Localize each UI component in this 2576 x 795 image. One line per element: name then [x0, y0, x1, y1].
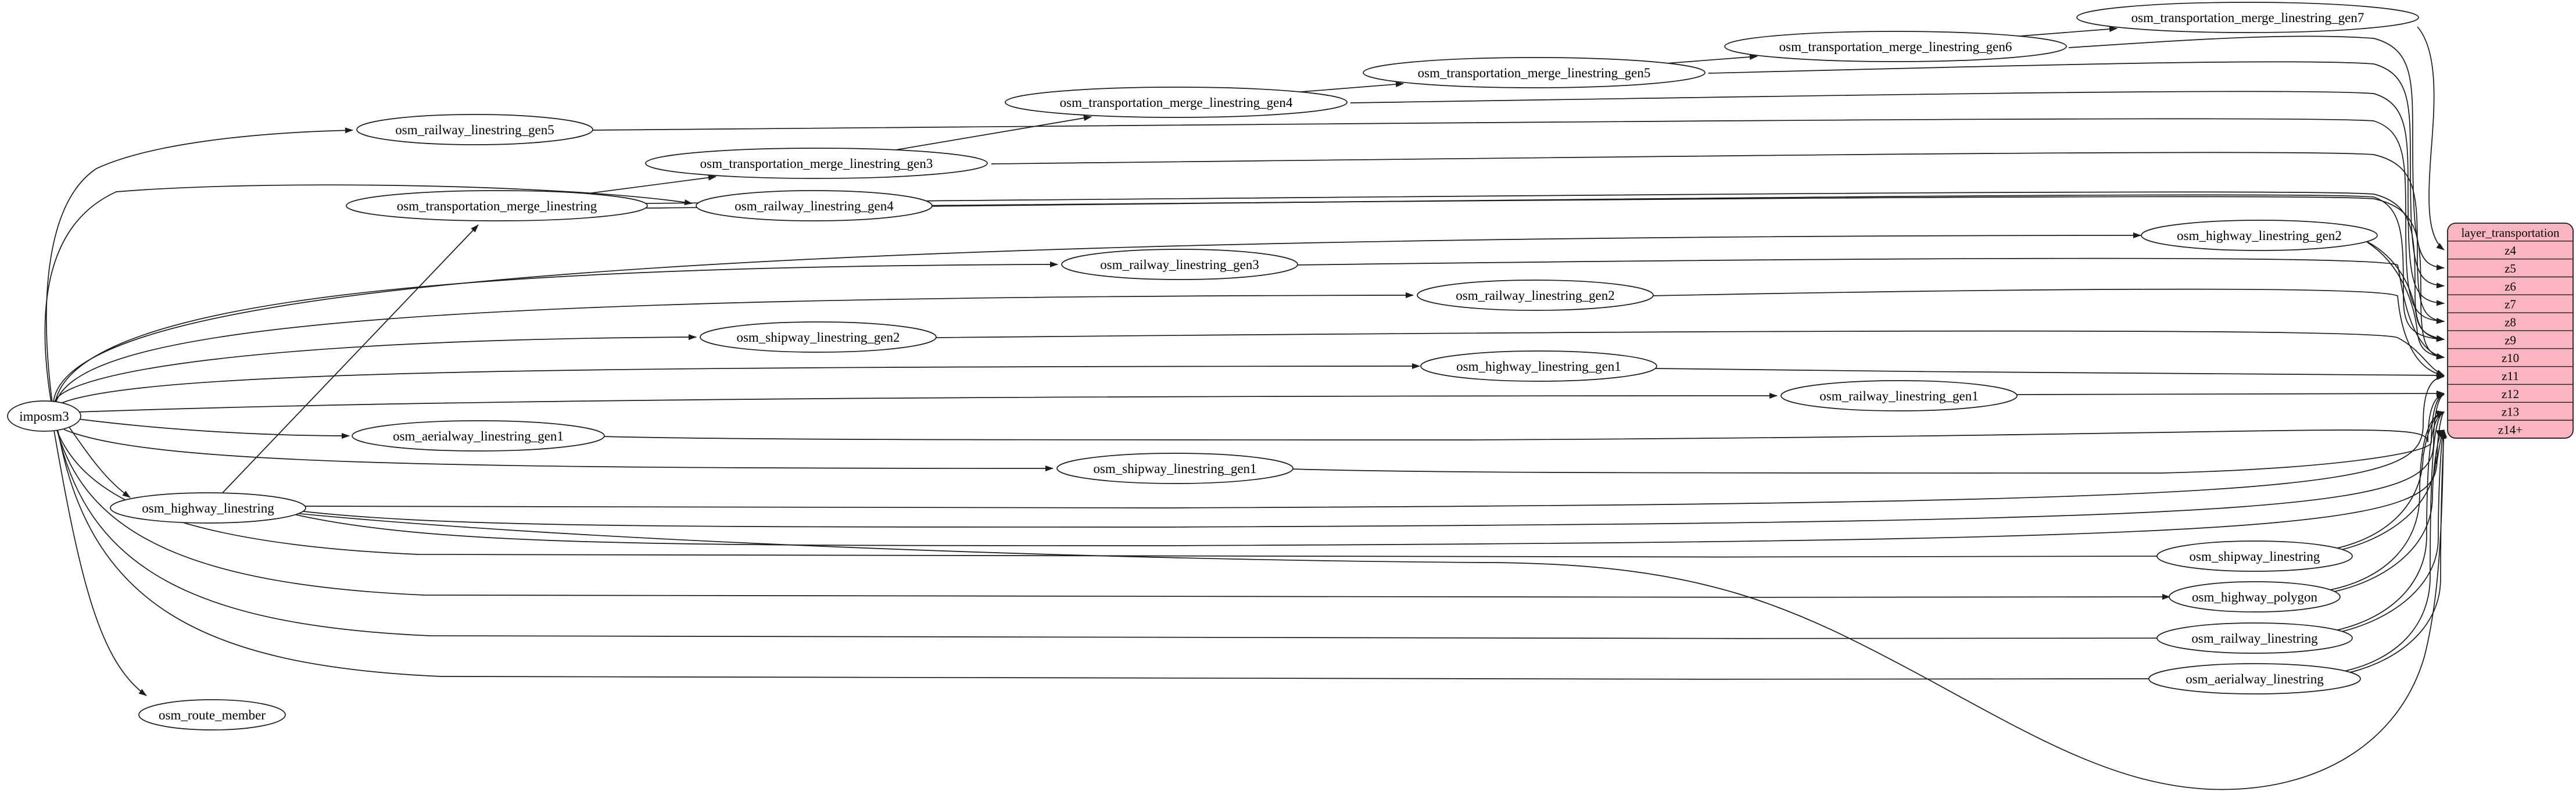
- node-label-railway_gen1: osm_railway_linestring_gen1: [1819, 389, 1979, 403]
- node-label-railway_gen5: osm_railway_linestring_gen5: [395, 123, 554, 137]
- node-label-shipway_gen1: osm_shipway_linestring_gen1: [1093, 461, 1257, 476]
- node-railway: [2157, 623, 2352, 653]
- node-aerialway_gen1: [352, 421, 604, 451]
- node-label-highway: osm_highway_linestring: [142, 501, 274, 515]
- node-label-imposm3: imposm3: [19, 409, 69, 424]
- edge-imposm3-to-highway: [69, 427, 130, 497]
- table-header: layer_transportation: [2461, 225, 2560, 240]
- table-row-z13: z13: [2501, 404, 2520, 419]
- node-label-merge_gen7: osm_transportation_merge_linestring_gen7: [2131, 10, 2364, 25]
- node-merge_gen3: [646, 148, 987, 178]
- edge-merge_gen6-to-merge_gen7: [2020, 28, 2117, 36]
- edge-shipway-to-z14+: [2334, 430, 2444, 552]
- node-label-shipway: osm_shipway_linestring: [2189, 549, 2320, 564]
- edge-merge_gen4-to-merge_gen5: [1301, 84, 1403, 92]
- node-route_member: [139, 700, 285, 730]
- table-row-z8: z8: [2505, 315, 2516, 330]
- table-row-z4: z4: [2505, 243, 2516, 258]
- node-label-shipway_gen2: osm_shipway_linestring_gen2: [736, 330, 900, 345]
- node-label-merge_gen4: osm_transportation_merge_linestring_gen4: [1059, 95, 1293, 110]
- node-label-merge: osm_transportation_merge_linestring: [396, 199, 597, 213]
- node-railway_gen4: [696, 191, 932, 221]
- table-row-z10: z10: [2501, 351, 2520, 366]
- node-label-railway_gen4: osm_railway_linestring_gen4: [735, 199, 894, 213]
- node-label-railway_gen2: osm_railway_linestring_gen2: [1456, 288, 1615, 303]
- edge-imposm3-to-shipway_gen2: [55, 337, 696, 402]
- edge-imposm3-to-railway_gen2: [56, 295, 1413, 403]
- edge-imposm3-to-shipway: [56, 429, 2166, 557]
- node-imposm3: [8, 401, 81, 431]
- edge-highway_gen2-to-z10: [2367, 242, 2444, 357]
- edge-highway_gen1-to-z11: [1652, 368, 2444, 375]
- node-label-highway_gen1: osm_highway_linestring_gen1: [1456, 359, 1621, 374]
- node-label-highway_gen2: osm_highway_linestring_gen2: [2177, 228, 2342, 243]
- edge-railway-to-z14+: [2334, 430, 2444, 633]
- table-row-z12: z12: [2501, 386, 2520, 401]
- node-label-railway_gen3: osm_railway_linestring_gen3: [1100, 257, 1259, 272]
- node-railway_gen1: [1781, 381, 2017, 411]
- edge-imposm3-to-route_member: [54, 431, 146, 696]
- node-merge_gen7: [2077, 2, 2419, 33]
- edge-merge_gen5-to-merge_gen6: [1667, 56, 1757, 63]
- node-aerialway: [2149, 664, 2360, 694]
- node-shipway: [2157, 541, 2352, 571]
- node-railway_gen3: [1062, 249, 1298, 280]
- node-merge: [346, 191, 647, 221]
- node-label-aerialway_gen1: osm_aerialway_linestring_gen1: [393, 429, 564, 443]
- edge-railway_gen1-to-z12: [2016, 393, 2444, 395]
- node-merge_gen6: [1725, 31, 2066, 62]
- node-label-polygon: osm_highway_polygon: [2192, 590, 2317, 604]
- node-polygon: [2169, 582, 2340, 612]
- edge-imposm3-to-railway_gen5: [46, 130, 353, 403]
- edge-aerialway_gen1-to-z12: [600, 395, 2444, 442]
- edge-highway-to-merge: [223, 225, 478, 493]
- node-highway_gen2: [2141, 220, 2377, 250]
- table-row-z7: z7: [2505, 297, 2516, 311]
- edge-merge_gen3-to-merge_gen4: [895, 117, 1091, 150]
- edge-highway_gen2-to-z9: [2366, 241, 2444, 339]
- edge-imposm3-to-aerialway_gen1: [78, 419, 349, 436]
- node-shipway_gen1: [1057, 453, 1293, 484]
- edge-highway-to-z14+: [288, 431, 2444, 789]
- table-row-z9: z9: [2505, 333, 2516, 348]
- node-label-route_member: osm_route_member: [159, 708, 266, 722]
- edge-merge-to-merge_gen3: [587, 177, 716, 194]
- node-railway_gen5: [357, 114, 593, 145]
- node-highway: [110, 493, 306, 523]
- node-highway_gen1: [1421, 351, 1657, 381]
- table-row-z6: z6: [2505, 279, 2516, 293]
- edge-merge_gen7-to-z4: [2417, 27, 2444, 250]
- table-layer_transportation: [2448, 223, 2573, 438]
- node-railway_gen2: [1417, 280, 1653, 310]
- table-row-z14+: z14+: [2498, 422, 2523, 437]
- table-row-z11: z11: [2502, 369, 2519, 384]
- node-label-merge_gen6: osm_transportation_merge_linestring_gen6: [1779, 40, 2012, 54]
- node-label-merge_gen5: osm_transportation_merge_linestring_gen5: [1417, 66, 1651, 80]
- node-merge_gen5: [1363, 58, 1705, 88]
- node-label-aerialway: osm_aerialway_linestring: [2186, 672, 2324, 686]
- node-merge_gen4: [1005, 87, 1347, 117]
- edge-railway_gen2-to-z11: [1650, 289, 2444, 375]
- table-row-z5: z5: [2505, 262, 2516, 276]
- node-label-merge_gen3: osm_transportation_merge_linestring_gen3: [700, 156, 933, 171]
- edge-imposm3-to-railway_gen1: [78, 396, 1777, 412]
- node-label-railway: osm_railway_linestring: [2191, 631, 2318, 646]
- node-shipway_gen2: [700, 322, 936, 352]
